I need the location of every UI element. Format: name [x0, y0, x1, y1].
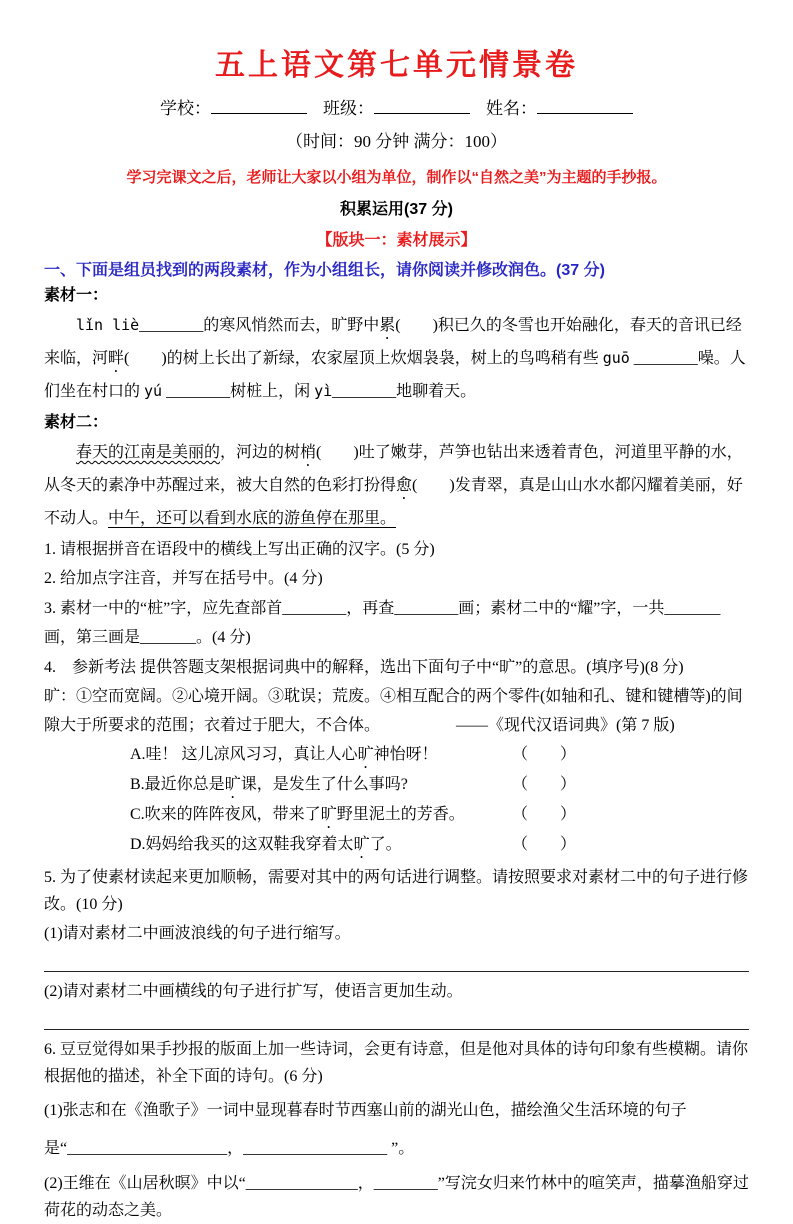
question-4-intro: 4. 参新考法 提供答题支架根据词典中的解释，选出下面句子中“旷”的意思。(填序号)(8 分) [44, 659, 684, 676]
underlined-sentence: 中午，还可以看到水底的游鱼停在那里。 [108, 510, 397, 527]
dotted-char-shao: 梢 [300, 444, 317, 461]
pinyin-yu: yú [144, 382, 163, 400]
answer-line-1 [44, 947, 749, 972]
question-4-options [44, 742, 749, 862]
option-b-answer-bracket: （ ） [512, 776, 577, 793]
question-2: 2. 给加点字注音，并写在括号中。(4 分) [44, 570, 323, 587]
hanzi-blank: ________ [629, 350, 698, 367]
dictionary-definition: 旷：①空而宽阔。②心境开阔。③耽误；荒废。④相互配合的两个零件(如轴和孔、键和键槽等)的间隙大于所要求的范围；衣着过于肥大，不合体。 [44, 688, 743, 734]
question-6: 6. 豆豆觉得如果手抄报的版面上加一些诗词，会更有诗意，但是他对具体的诗句印象有些模糊。请你根据他的描述，补全下面的诗句。(6 分) [44, 1041, 749, 1085]
school-field [160, 94, 307, 119]
question-5: 5. 为了使素材读起来更加顺畅，需要对其中的两句话进行调整。请按照要求对素材二中的句子进行修改。(10 分) [44, 869, 749, 913]
block-heading: 【版块一：素材展示】 [316, 232, 477, 249]
option-d-text [130, 836, 402, 853]
question-5-sub1: (1)请对素材二中画波浪线的句子进行缩写。 [44, 925, 351, 942]
question-6-sub1: (1)张志和在《渔歌子》一词中显现暮春时节西塞山前的湖光山色，描绘渔父生活环境的句子是“____________________，__________________ ”。 [44, 1102, 687, 1157]
text-segment: 的寒风悄然而去，旷野中 [203, 317, 380, 334]
option-c [44, 802, 749, 832]
text-segment: 地聊着天。 [396, 383, 477, 400]
text-segment: 了。 [369, 836, 402, 853]
pinyin-guo: guō [602, 349, 630, 367]
name-blank [537, 98, 633, 114]
page-title: 五上语文第七单元情景卷 [215, 49, 578, 82]
text-segment: ( )的树上长出了新绿，农家屋顶上炊烟袅袅，树上的鸟鸣稍有些 [124, 350, 603, 367]
option-b [44, 772, 749, 802]
text-segment: ( )发青翠，真是山山水水都闪耀着美丽，好不动人。 [44, 477, 743, 527]
class-field [323, 94, 470, 119]
text-segment: 噪。人们坐在村口的 [44, 350, 746, 400]
text-segment: 树桩上，闲 [230, 383, 315, 400]
dotted-char-kuang: 旷 [357, 746, 374, 763]
option-d [44, 832, 749, 862]
option-a [44, 742, 749, 772]
option-b-text [130, 776, 408, 793]
text-segment: A.哇！ 这儿凉风习习，真让人心 [130, 746, 358, 763]
text-segment: C.吹来的阵阵夜风，带来了 [130, 806, 321, 823]
pinyin-yi: yì [314, 382, 333, 400]
question-6-sub2: (2)王维在《山居秋暝》中以“______________，________”写浣女归来竹林中的喧笑声，描摹渔船穿过荷花的动态之美。 [44, 1175, 749, 1219]
hanzi-blank: ________ [332, 383, 397, 400]
dotted-char-pan: 畔 [108, 350, 125, 367]
text-segment: D.妈妈给我买的这双鞋我穿着太 [130, 836, 354, 853]
question-5-sub2: (2)请对素材二中画横线的句子进行扩写，使语言更加生动。 [44, 983, 463, 1000]
question-one-heading: 一、下面是组员找到的两段素材，作为小组组长，请你阅读并修改润色。(37 分) [44, 262, 605, 279]
question-3: 3. 素材一中的“桩”字，应先查部首________，再查________画；素材二中的“耀”字，一共_______画，第三画是_______。(4 分) [44, 600, 721, 646]
material-one-label: 素材一： [44, 287, 109, 304]
option-a-text [130, 746, 438, 763]
text-segment: 课，是发生了什么事吗? [240, 776, 408, 793]
pinyin-lin-lie: lǐn liè [76, 316, 140, 334]
class-blank [374, 98, 470, 114]
material-one-text [44, 310, 749, 407]
dotted-char-kuang: 旷 [353, 836, 370, 853]
hanzi-blank: ________ [162, 383, 231, 400]
text-segment: ( )吐了嫩芽，芦笋也钻出来透着青色，河道里平静的水，从冬天的素净中苏醒过来，被大自然的色彩打扮得 [44, 444, 743, 494]
dotted-char-kuang: 旷 [320, 806, 337, 823]
question-4-definition [44, 682, 749, 740]
class-label: 班级： [323, 99, 374, 118]
dictionary-source: ——《现代汉语词典》(第 7 版) [456, 717, 675, 734]
exam-time-score: （时间：90 分钟 满分：100） [286, 132, 507, 151]
dotted-char-yu: 愈 [396, 477, 413, 494]
option-c-answer-bracket: （ ） [512, 806, 577, 823]
text-segment: B.最近你总是 [130, 776, 225, 793]
option-a-answer-bracket: （ ） [512, 746, 577, 763]
dotted-char-kuang: 旷 [224, 776, 241, 793]
text-segment: ，河边的树 [220, 444, 301, 461]
wavy-underlined-sentence: 春天的江南是美丽的 [76, 444, 221, 461]
school-label: 学校： [160, 99, 211, 118]
text-segment: ( )积已久的冬雪也开始融化，春天的音讯已经来临，河 [44, 317, 742, 367]
text-segment: 野里泥土的芳香。 [336, 806, 465, 823]
hanzi-blank: ________ [139, 317, 204, 334]
school-blank [211, 98, 307, 114]
material-two-label: 素材二： [44, 414, 109, 431]
name-field [486, 94, 633, 119]
option-c-text [130, 806, 465, 823]
text-segment: 神怡呀！ [373, 746, 438, 763]
option-d-answer-bracket: （ ） [512, 836, 577, 853]
scenario-note: 学习完课文之后，老师让大家以小组为单位，制作以“自然之美”为主题的手抄报。 [126, 169, 667, 186]
answer-line-2 [44, 1005, 749, 1030]
material-two-text [44, 437, 749, 534]
question-1: 1. 请根据拼音在语段中的横线上写出正确的汉字。(5 分) [44, 541, 435, 558]
student-info-row [44, 94, 749, 119]
name-label: 姓名： [486, 99, 537, 118]
dotted-char-lei: 累 [379, 317, 396, 334]
section-heading: 积累运用(37 分) [340, 201, 453, 218]
